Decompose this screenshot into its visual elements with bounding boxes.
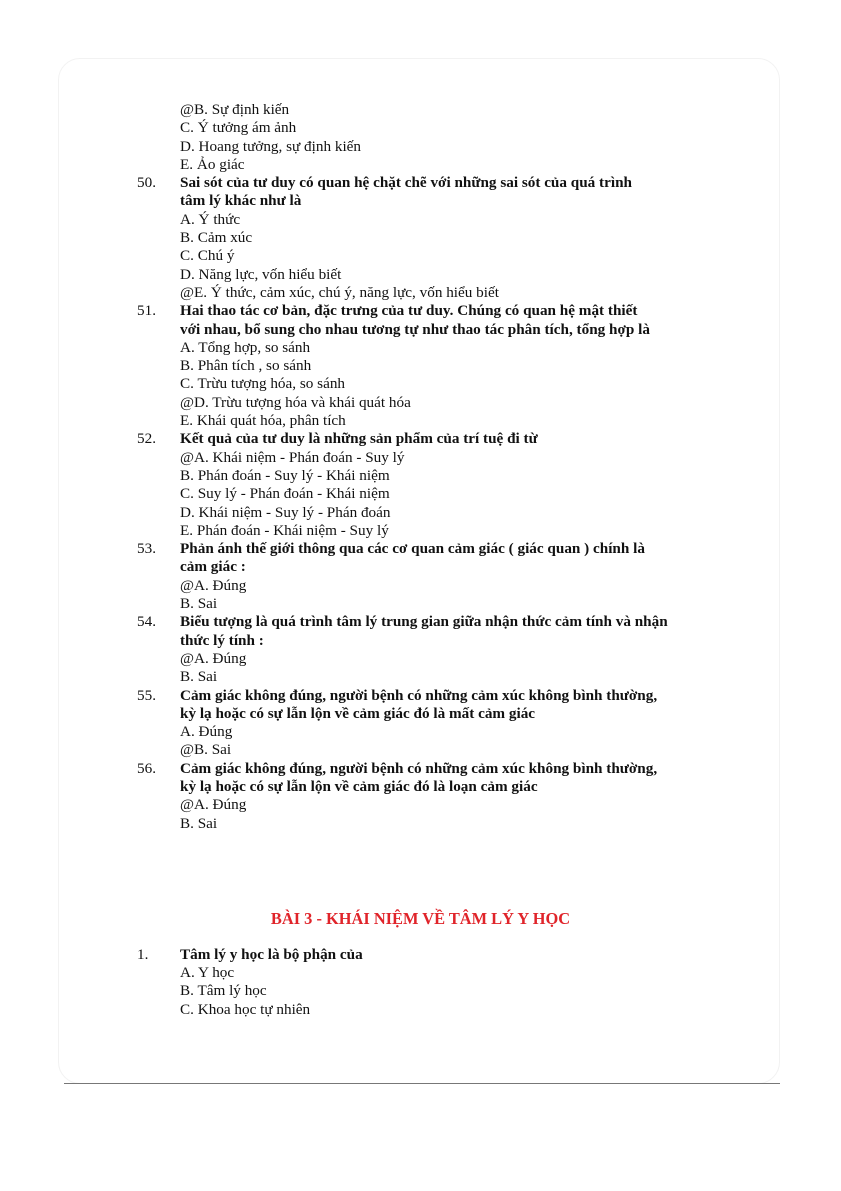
bottom-rule <box>64 1083 780 1084</box>
answer-option: @A. Khái niệm - Phán đoán - Suy lý <box>180 448 405 466</box>
question-text: kỳ lạ hoặc có sự lẫn lộn về cảm giác đó là mất cảm giác <box>180 704 536 722</box>
answer-option: A. Y học <box>180 964 235 982</box>
question-text: Sai sót của tư duy có quan hệ chặt chẽ với những sai sót của quá trình <box>180 174 632 192</box>
question-number: 50. <box>137 174 156 192</box>
answer-option: @D. Trừu tượng hóa và khái quát hóa <box>180 393 411 411</box>
answer-option: D. Hoang tưởng, sự định kiến <box>180 137 361 155</box>
answer-option: C. Ý tưởng ám ảnh <box>180 119 297 137</box>
answer-option: C. Chú ý <box>180 247 235 265</box>
answer-option: @A. Đúng <box>180 796 247 814</box>
question-52 <box>0 430 841 540</box>
question-number: 1. <box>137 945 149 963</box>
question-text: Phản ánh thế giới thông qua các cơ quan cảm giác ( giác quan ) chính là <box>180 540 645 558</box>
question-number: 51. <box>137 302 156 320</box>
answer-option: B. Sai <box>180 595 218 613</box>
question-text: Cảm giác không đúng, người bệnh có những cảm xúc không bình thường, <box>180 686 658 704</box>
question-number: 56. <box>137 759 156 777</box>
section-title: BÀI 3 - KHÁI NIỆM VỀ TÂM LÝ Y HỌC <box>270 908 571 928</box>
answer-option: A. Tổng hợp, so sánh <box>180 338 311 356</box>
question-text: Biểu tượng là quá trình tâm lý trung gian giữa nhận thức cảm tính và nhận <box>180 613 668 631</box>
document-body <box>0 101 841 1019</box>
question-number: 54. <box>137 613 156 631</box>
answer-option: A. Đúng <box>180 723 233 741</box>
question-50 <box>0 174 841 302</box>
question-number: 55. <box>137 686 156 704</box>
answer-option: B. Sai <box>180 668 218 686</box>
question-text: thức lý tính : <box>180 631 264 649</box>
answer-option: A. Ý thức <box>180 210 241 228</box>
answer-option: D. Khái niệm - Suy lý - Phán đoán <box>180 503 391 521</box>
question-text: Hai thao tác cơ bản, đặc trưng của tư duy. Chúng có quan hệ mật thiết <box>180 302 638 320</box>
question-53 <box>0 540 841 613</box>
answer-option: @A. Đúng <box>180 576 247 594</box>
answer-option: @B. Sai <box>180 741 232 759</box>
question-number: 52. <box>137 430 156 448</box>
question-text: Kết quả của tư duy là những sản phẩm của trí tuệ đi từ <box>180 430 538 448</box>
question-51 <box>0 302 841 430</box>
question-54 <box>0 613 841 686</box>
answer-option: @E. Ý thức, cảm xúc, chú ý, năng lực, vốn hiểu biết <box>180 283 499 301</box>
answer-option: E. Phán đoán - Khái niệm - Suy lý <box>180 521 389 539</box>
question-text: tâm lý khác như là <box>180 192 302 210</box>
answer-option: C. Khoa học tự nhiên <box>180 1000 311 1018</box>
answer-option: @B. Sự định kiến <box>180 101 290 118</box>
question-text: Tâm lý y học là bộ phận của <box>180 945 363 963</box>
answer-option: E. Khái quát hóa, phân tích <box>180 412 346 430</box>
answer-option: B. Sai <box>180 814 218 832</box>
answer-option: C. Suy lý - Phán đoán - Khái niệm <box>180 485 390 503</box>
answer-option: B. Cảm xúc <box>180 229 253 247</box>
question-text: với nhau, bổ sung cho nhau tương tự như thao tác phân tích, tổng hợp là <box>180 320 650 338</box>
question-text: kỳ lạ hoặc có sự lẫn lộn về cảm giác đó là loạn cảm giác <box>180 777 538 795</box>
answer-option: C. Trừu tượng hóa, so sánh <box>180 375 346 393</box>
question-56 <box>0 760 841 833</box>
question-text: Cảm giác không đúng, người bệnh có những cảm xúc không bình thường, <box>180 759 658 777</box>
question-number: 53. <box>137 540 156 558</box>
answer-option: B. Phán đoán - Suy lý - Khái niệm <box>180 466 390 484</box>
answer-option: B. Phân tích , so sánh <box>180 357 312 375</box>
question-55 <box>0 687 841 760</box>
answer-option: E. Ảo giác <box>180 155 245 173</box>
section-question-1 <box>0 946 841 1019</box>
question-text: cảm giác : <box>180 558 246 576</box>
answer-option: @A. Đúng <box>180 649 247 667</box>
answer-option: D. Năng lực, vốn hiểu biết <box>180 265 342 283</box>
lead-options <box>0 101 841 174</box>
answer-option: B. Tâm lý học <box>180 982 267 1000</box>
